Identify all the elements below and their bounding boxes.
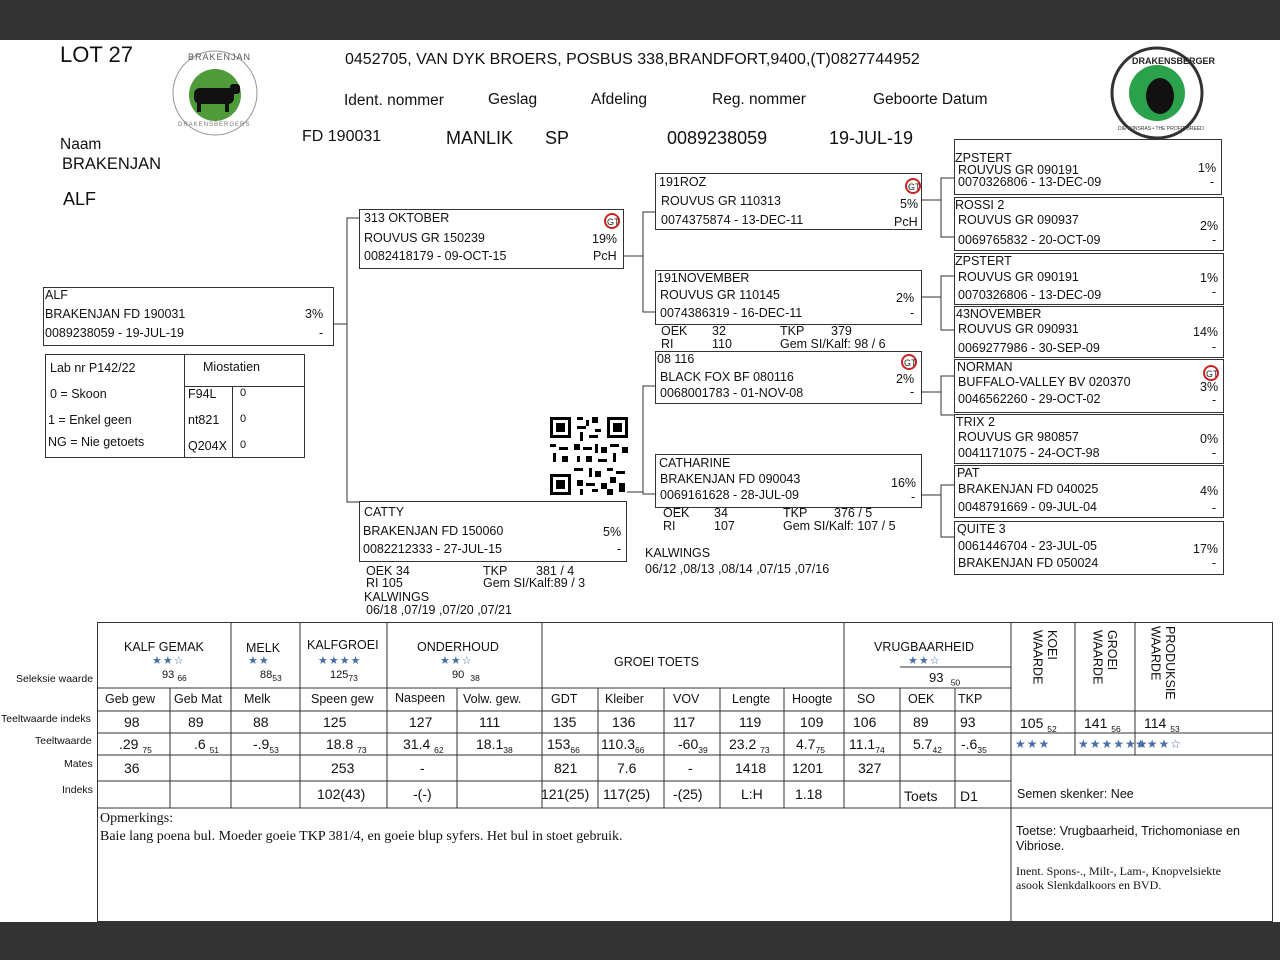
col-lengte: Lengte	[732, 692, 771, 706]
tw-kleiber: $110.3_{66}$	[601, 736, 645, 755]
stars-onderhoud-icon: ★★☆	[440, 655, 473, 667]
tw-naspeen: 31.4 $_{62}$	[403, 736, 444, 755]
stars-kalfgroei-icon: ★★★★	[318, 655, 362, 667]
dd-tag: -	[911, 490, 916, 504]
sire-regdate: 0082418179 - 09-OCT-15	[364, 249, 507, 263]
stars-melk-icon: ★★	[248, 655, 270, 667]
col-hoogte: Hoogte	[792, 692, 833, 706]
col-so: SO	[857, 692, 876, 706]
geslag-header: Geslag	[488, 91, 538, 108]
sd-tag: -	[910, 306, 915, 320]
ggp-tag: -	[1212, 285, 1217, 299]
indeks-geb-gew: 98	[124, 714, 140, 730]
sd-oek-value: 32	[712, 324, 726, 338]
ds-tag: -	[910, 385, 915, 399]
bottom-frame-bar	[0, 922, 1280, 960]
indeks-speen-gew: 125	[323, 714, 347, 730]
geboorte-value: 19-JUL-19	[829, 128, 914, 148]
group-onderhoud: ONDERHOUD	[417, 640, 499, 654]
col-naspeen: Naspeen	[395, 691, 446, 705]
ss-herd: ROUVUS GR 110313	[661, 194, 781, 208]
mates-hoogte: 1201	[792, 760, 824, 776]
lab-val-2: 0	[240, 439, 247, 451]
sel-kalf: 93 $_{66}$	[162, 669, 187, 684]
subject-pct: 3%	[305, 307, 324, 321]
group-melk: MELK	[246, 641, 281, 655]
col-geb-mat: Geb Mat	[174, 692, 222, 706]
sel-melk: $88_{53}$	[260, 669, 282, 684]
ggp-pct: 2%	[1200, 219, 1219, 233]
stars-groei-icon: ★★★★★★	[1078, 737, 1149, 751]
subject-tag: -	[319, 326, 324, 340]
ggp-name: PAT	[957, 466, 980, 480]
dam-gem: Gem SI/Kalf:89 / 3	[483, 576, 586, 590]
ind2-lengte: L:H	[741, 786, 763, 802]
geboorte-header: Geboorte Datum	[873, 91, 988, 108]
ggp-tag: -	[1210, 175, 1215, 189]
sel-kalfgroei: $125_{73}$	[330, 669, 358, 684]
ggp-pct: 0%	[1200, 432, 1219, 446]
logo-left-text-top: BRAKENJAN	[188, 52, 252, 62]
indeks-naspeen: 127	[409, 714, 433, 730]
lab-val-1: 0	[240, 413, 247, 425]
ggp-regdate: 0041171075 - 24-OCT-98	[958, 446, 1100, 460]
mates-vov: -	[688, 760, 693, 776]
dam-tkp-value: 381 / 4	[536, 564, 575, 578]
logo-right-text-top: DRAKENSBERGER	[1132, 56, 1216, 66]
logo-right-text-bottom: DIE WINSRAS • THE PROFIT BREED	[1118, 126, 1204, 132]
indeks-melk: 88	[253, 714, 269, 730]
ggp-name: ZPSTERT	[955, 151, 1012, 165]
naam-label: Naam	[60, 136, 102, 153]
tw-hoogte: $4.7_{75}$	[796, 736, 825, 755]
logo-left-text-bottom: DRAKENSBERGERS	[178, 122, 251, 128]
vaccination-line-1: Inent. Spons-., Milt-, Lam-, Knopvelsiekte	[1016, 864, 1221, 878]
mates-gdt: 821	[554, 760, 578, 776]
semen-skenker: Semen skenker: Nee	[1017, 787, 1134, 801]
dd-oek-value: 34	[714, 506, 728, 520]
dd-kalwings-label: KALWINGS	[645, 546, 711, 560]
sire-herd: ROUVUS GR 150239	[364, 231, 485, 245]
svg-text:GT: GT	[908, 182, 921, 192]
row-label-indeks2: Indeks	[62, 784, 93, 796]
value-koei: 105 $_{52}$	[1020, 715, 1057, 734]
ggp-regdate: 0070326806 - 13-DEC-09	[958, 288, 1102, 302]
ggp-herd: BUFFALO-VALLEY BV 020370	[958, 375, 1131, 389]
indeks-hoogte: 109	[800, 714, 824, 730]
col-geb-gew: Geb gew	[105, 692, 156, 706]
col-tkp: TKP	[958, 692, 983, 706]
dd-name: CATHARINE	[659, 456, 731, 470]
ds-name: 08 116	[657, 352, 695, 366]
pedigree-sheet	[0, 40, 1280, 922]
dam-ri: RI 105	[366, 576, 403, 590]
ss-pct: 5%	[900, 197, 919, 211]
lab-mio-title: Miostatien	[203, 360, 260, 374]
dam-herd: BRAKENJAN FD 150060	[363, 524, 504, 538]
tw-tkp: $-.6_{35}$	[961, 736, 987, 755]
dd-gem: Gem SI/Kalf: 107 / 5	[783, 519, 896, 533]
ggp-regdate: 0048791669 - 09-JUL-04	[958, 500, 1097, 514]
subject-name: ALF	[45, 288, 68, 302]
ind2-naspeen: -(-)	[413, 786, 432, 802]
svg-text:GT: GT	[607, 217, 620, 227]
ggp-pct: 17%	[1193, 542, 1219, 556]
group-groei-waarde: GROEI WAARDE	[1090, 630, 1119, 685]
lab-title: Lab nr P142/22	[50, 361, 136, 375]
indeks-lengte: 119	[739, 714, 762, 730]
tw-so: $11.1_{74}$	[849, 736, 885, 755]
sd-ri-label: RI	[661, 337, 674, 351]
ggp-herd: ROUVUS GR 090191	[958, 163, 1079, 177]
ggp-herd: ROUVUS GR 980857	[958, 430, 1079, 444]
sire-name: 313 OKTOBER	[364, 211, 450, 225]
ggp-pct: 14%	[1193, 325, 1219, 339]
lab-legend-1: 1 = Enkel geen	[48, 413, 132, 427]
tw-lengte: 23.2 $_{73}$	[729, 736, 770, 755]
tw-speen-gew: 18.8 $_{73}$	[326, 736, 367, 755]
dd-oek-label: OEK	[663, 506, 690, 520]
mates-kleiber: 7.6	[617, 760, 637, 776]
tw-gdt: $153_{66}$	[547, 736, 580, 755]
group-koei-waarde: KOEI WAARDE	[1030, 630, 1059, 685]
dam-regdate: 0082212333 - 27-JUL-15	[363, 542, 502, 556]
sd-herd: ROUVUS GR 110145	[660, 288, 780, 302]
col-melk: Melk	[244, 692, 271, 706]
ds-regdate: 0068001783 - 01-NOV-08	[660, 386, 804, 400]
group-kalf-gemak: KALF GEMAK	[124, 640, 204, 654]
ggp-regdate: 0069765832 - 20-OCT-09	[958, 233, 1101, 247]
ggp-regdate: 0061446704 - 23-JUL-05	[958, 539, 1097, 553]
ind2-tkp: D1	[960, 788, 978, 804]
sel-vrug: 93 $_{50}$	[929, 670, 961, 688]
stars-produksie-icon: ★★★☆	[1135, 737, 1183, 751]
dd-ri-value: 107	[714, 519, 735, 533]
stars-vrug-icon: ★★☆	[908, 655, 941, 667]
dd-kalwings-value: 06/12 ,08/13 ,08/14 ,07/15 ,07/16	[645, 562, 830, 576]
row-label-seleksie: Seleksie waarde	[16, 673, 94, 685]
ind2-gdt: 121(25)	[541, 786, 590, 802]
dam-tag: -	[617, 542, 622, 556]
indeks-oek: 89	[913, 714, 929, 730]
reg-header: Reg. nommer	[712, 91, 806, 108]
ggp-name: QUITE 3	[957, 522, 1006, 536]
sire-pct: 19%	[592, 232, 618, 246]
dd-herd: BRAKENJAN FD 090043	[660, 472, 801, 486]
geslag-value: MANLIK	[446, 128, 514, 148]
afdeling-header: Afdeling	[591, 91, 648, 108]
ggp-tag: -	[1212, 233, 1217, 247]
remarks-text: Baie lang poena bul. Moeder goeie TKP 381/4, en goeie blup syfers. Het bul in stoet gebruik.	[100, 829, 623, 844]
ggp-tag: -	[1212, 501, 1217, 515]
ggp-tag: -	[1212, 393, 1217, 407]
ggp-name: ZPSTERT	[955, 254, 1012, 268]
tw-oek: $5.7_{42}$	[913, 736, 942, 755]
stars-koei-icon: ★★★	[1015, 737, 1051, 751]
dam-kalwings-value: 06/18 ,07/19 ,07/20 ,07/21	[366, 603, 512, 617]
row-label-mates: Mates	[64, 758, 93, 770]
sd-oek-label: OEK	[661, 324, 688, 338]
value-produksie: 114 $_{53}$	[1144, 715, 1180, 734]
dam-pct: 5%	[603, 525, 622, 539]
subject-herd: BRAKENJAN FD 190031	[45, 307, 186, 321]
tw-geb-mat: .6 $_{51}$	[194, 736, 220, 755]
ds-herd: BLACK FOX BF 080116	[660, 370, 794, 384]
mates-speen-gew: 253	[331, 760, 355, 776]
indeks-geb-mat: 89	[188, 714, 204, 730]
naam-line-2: ALF	[63, 189, 97, 209]
ggp-tag: -	[1212, 340, 1217, 354]
tw-volw-gew: $18.1_{38}$	[476, 736, 513, 755]
group-vrugbaarheid: VRUGBAARHEID	[874, 640, 975, 654]
dd-regdate: 0069161628 - 28-JUL-09	[660, 488, 799, 502]
indeks-so: 106	[853, 714, 877, 730]
mates-so: 327	[858, 760, 882, 776]
mates-geb-gew: 36	[124, 760, 140, 776]
lab-code-2: Q204X	[188, 439, 227, 453]
ident-header: Ident. nommer	[344, 92, 444, 109]
dd-ri-label: RI	[663, 519, 676, 533]
naam-line-1: BRAKENJAN	[62, 155, 162, 173]
col-volw-gew: Volw. gew.	[463, 692, 522, 706]
lab-legend-2: NG = Nie getoets	[48, 435, 145, 449]
ident-value: FD 190031	[302, 128, 382, 145]
ggp-regdate: 0070326806 - 13-DEC-09	[958, 175, 1102, 189]
ggp-name: TRIX 2	[956, 415, 995, 429]
group-produksie-waarde: PRODUKSIE WAARDE	[1148, 626, 1177, 700]
ggp-herd: BRAKENJAN FD 040025	[958, 482, 1099, 496]
dam-oek: OEK 34	[366, 564, 410, 578]
group-kalfgroei: KALFGROEI	[307, 638, 379, 652]
row-label-teeltwaarde: Teeltwaarde	[35, 735, 92, 747]
ggp-regdate: 0069277986 - 30-SEP-09	[958, 341, 1100, 355]
tests-text: Toetse: Vrugbaarheid, Trichomoniase en Vibriose.	[1016, 824, 1240, 853]
mates-naspeen: -	[420, 760, 425, 776]
dd-tkp-label: TKP	[783, 506, 808, 520]
ind2-oek: Toets	[904, 788, 938, 804]
afdeling-value: SP	[545, 128, 570, 148]
col-oek: OEK	[908, 692, 935, 706]
ggp-pct: 3%	[1200, 380, 1219, 394]
group-groei-toets: GROEI TOETS	[614, 655, 699, 669]
row-label-indeks: Teeltwaarde indeks	[1, 713, 91, 725]
mates-lengte: 1418	[735, 760, 767, 776]
ind2-speen-gew: 102(43)	[317, 786, 366, 802]
ggp-herd: ROUVUS GR 090931	[958, 322, 1079, 336]
dam-kalwings-label: KALWINGS	[364, 590, 430, 604]
svg-text:GT: GT	[1206, 369, 1219, 379]
value-groei: 141 $_{56}$	[1084, 715, 1121, 734]
tw-vov: $-60_{39}$	[678, 736, 708, 755]
sd-tkp-value: 379	[831, 324, 852, 338]
dd-pct: 16%	[891, 476, 917, 490]
ggp-herd: ROUVUS GR 090937	[958, 213, 1079, 227]
lab-code-0: F94L	[188, 387, 217, 401]
indeks-gdt: 135	[553, 714, 577, 730]
sd-name: 191NOVEMBER	[657, 271, 750, 285]
ggp-tag: -	[1212, 556, 1217, 570]
ss-name: 191ROZ	[659, 175, 707, 189]
dd-tkp-value: 376 / 5	[834, 506, 873, 520]
ggp-pct: 1%	[1198, 161, 1217, 175]
ds-pct: 2%	[896, 372, 915, 386]
ggp-pct: 1%	[1200, 271, 1219, 285]
indeks-vov: 117	[673, 714, 696, 730]
lot-number: LOT 27	[60, 42, 133, 67]
col-speen-gew: Speen gew	[311, 692, 374, 706]
ss-regdate: 0074375874 - 13-DEC-11	[661, 213, 804, 227]
col-gdt: GDT	[551, 692, 578, 706]
col-kleiber: Kleiber	[605, 692, 644, 706]
ggp-tag: -	[1212, 446, 1217, 460]
ggp-name: 43NOVEMBER	[956, 307, 1042, 321]
ind2-hoogte: 1.18	[795, 786, 823, 802]
ind2-kleiber: 117(25)	[603, 786, 651, 802]
indeks-kleiber: 136	[612, 714, 636, 730]
sire-tag: PcH	[593, 249, 617, 263]
sd-regdate: 0074386319 - 16-DEC-11	[660, 306, 803, 320]
tw-geb-gew: .29 $_{75}$	[119, 736, 152, 755]
ss-tag: PcH	[894, 215, 918, 229]
stars-kalf-icon: ★★☆	[152, 655, 185, 667]
sd-pct: 2%	[896, 291, 915, 305]
ggp-regdate: 0046562260 - 29-OCT-02	[958, 392, 1101, 406]
sd-gem: Gem SI/Kalf: 98 / 6	[780, 337, 886, 351]
lab-code-1: nt821	[188, 413, 220, 427]
dam-name: CATTY	[364, 505, 405, 519]
top-frame-bar	[0, 0, 1280, 40]
dam-tkp-label: TKP	[483, 564, 508, 578]
ggp-herd: ROUVUS GR 090191	[958, 270, 1079, 284]
indeks-tkp: 93	[960, 714, 976, 730]
lab-legend-0: 0 = Skoon	[50, 387, 107, 401]
sel-onderhoud: 90 $_{38}$	[452, 669, 480, 684]
ggp-name: ROSSI 2	[955, 198, 1005, 212]
indeks-volw-gew: 111	[479, 714, 501, 730]
vaccination-line-2: asook Slenkdalkoors en BVD.	[1016, 878, 1162, 892]
ggp-herd: BRAKENJAN FD 050024	[958, 556, 1099, 570]
tw-melk: $-.9_{53}$	[253, 736, 279, 755]
sd-ri-value: 110	[712, 337, 732, 351]
ind2-vov: -(25)	[673, 786, 703, 802]
lab-val-0: 0	[240, 387, 247, 399]
subject-regdate: 0089238059 - 19-JUL-19	[45, 326, 184, 340]
ggp-pct: 4%	[1200, 484, 1219, 498]
remarks-title: Opmerkings:	[100, 811, 174, 826]
breeder-line: 0452705, VAN DYK BROERS, POSBUS 338,BRANDFORT,9400,(T)0827744952	[345, 51, 920, 68]
col-vov: VOV	[673, 692, 700, 706]
svg-text:GT: GT	[904, 358, 917, 368]
sd-tkp-label: TKP	[780, 324, 805, 338]
ggp-name: NORMAN	[957, 360, 1013, 374]
reg-value: 0089238059	[667, 128, 768, 148]
